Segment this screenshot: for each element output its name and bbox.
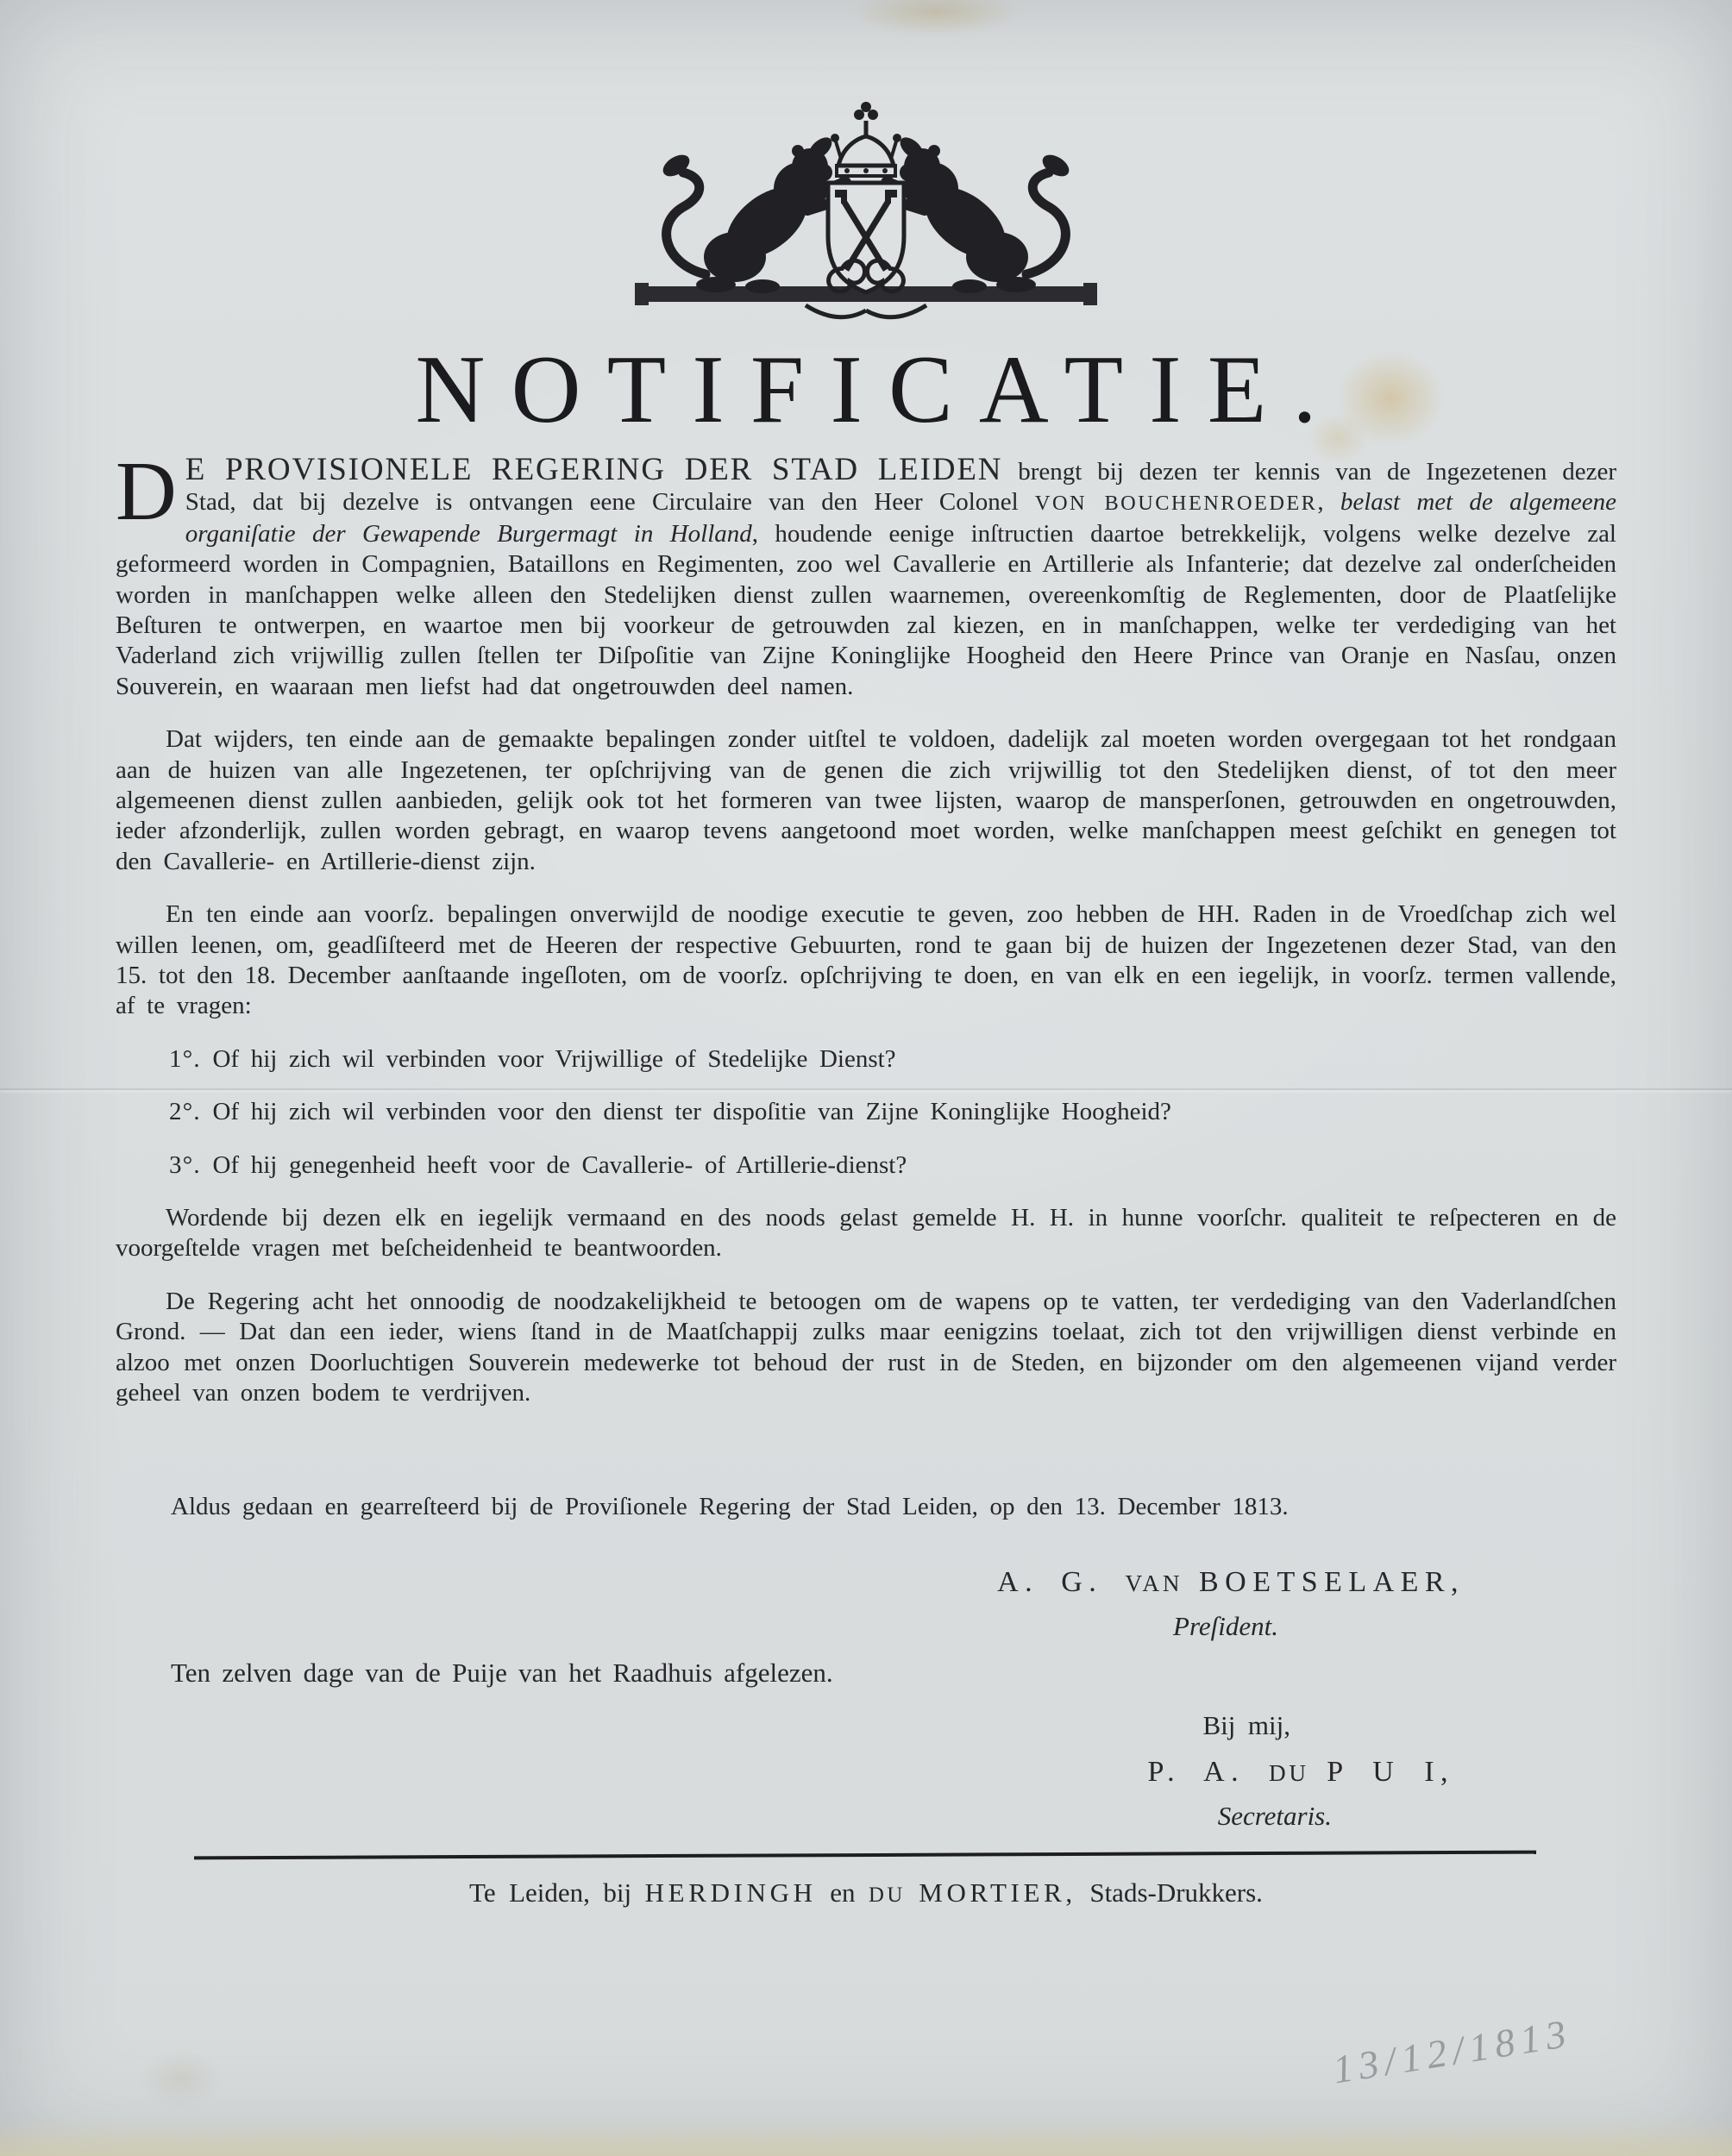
paper-crease bbox=[0, 1088, 1732, 1090]
paragraph-appeal: De Regering acht het onnoodig de noodzakelijkheid te betoogen om de wapens op te vatten, ter verdediging van den Vaderlandſchen Grond. — Dat dan een ieder, wiens ſtand in de Maatſchappij zulks maar eenigzins toelaat, zich tot den vrijwilligen dienst verbinde en alzoo met onzen Doorluchtigen Souverein medewerke tot behoud der rust in de Steden, en bijzonder om den algemeenen vijand verder geheel van onzen bodem te verdrijven. bbox=[116, 1287, 1616, 1407]
item-text: Of hij zich wil verbinden voor den dienst ter dispoſitie van Zijne Koninglijke Hoogheid? bbox=[212, 1098, 1171, 1126]
handwritten-date-annotation: 13/12/1813 bbox=[1329, 2010, 1575, 2092]
text-segment bbox=[906, 1877, 919, 1908]
secretary-signature bbox=[116, 1757, 1616, 1789]
paragraph-opening bbox=[116, 444, 1617, 702]
text-segment: VON BOUCHENROEDER bbox=[1034, 492, 1318, 516]
text-segment: Stads-Drukkers. bbox=[1076, 1877, 1263, 1908]
item-text: Of hij genegenheid heeft voor de Cavallerie- of Artillerie-dienst? bbox=[212, 1150, 907, 1179]
paragraph-admonition: Wordende bij dezen elk en iegelijk vermaand en des noods gelast gemelde H. H. in hunne voorſchr. qualiteit te reſpecteren en de voorgeſtelde vragen met beſcheidenheid te beantwoorden. bbox=[116, 1204, 1616, 1263]
proclamation-note: Ten zelven dage van de Puije van het Raadhuis afgelezen. bbox=[171, 1657, 833, 1688]
text-segment: E PROVISIONELE REGERING DER STAD LEIDEN bbox=[185, 451, 1003, 487]
bij-mij-line: Bij mij, bbox=[1202, 1710, 1290, 1741]
text-segment: en bbox=[816, 1877, 869, 1908]
secretary-title: Secretaris. bbox=[1217, 1800, 1332, 1831]
colophon-rule bbox=[194, 1851, 1536, 1860]
paper-deckle-edge bbox=[0, 2118, 1732, 2156]
item-ordinal: 1°. bbox=[169, 1044, 201, 1073]
text-segment: MORTIER, bbox=[919, 1877, 1076, 1908]
text-segment bbox=[1183, 1566, 1199, 1598]
text-segment: brengt bij dezen ter kennis van de Ingezetenen dezer Stad, dat bij dezelve is ontvangen eene Circulaire van den Heer Colonel bbox=[185, 457, 1617, 517]
text-segment: , bbox=[1317, 488, 1340, 517]
paragraph-closing: Aldus gedaan en gearreſteerd bij de Proviſionele Regering der Stad Leiden, op den 13. December 1813. bbox=[171, 1492, 1289, 1520]
paragraph-execution: En ten einde aan voorſz. bepalingen onverwijld de noodige executie te geven, zoo hebben de HH. Raden in de Vroedſchap zich wel willen leenen, om, geadſiſteerd met de Heeren der respective Gebuurten, rond te gaan bij de huizen der Ingezetenen dezer Stad, van den 15. tot den 18. December aanſtaande ingeſloten, om de voorſz. opſchrijving te doen, en van elk en een iegelijk, in voorſz. termen vallende, af te vragen: bbox=[116, 900, 1616, 1020]
document-title: NOTIFICATIE. bbox=[415, 336, 1343, 443]
question-item-1 bbox=[116, 1044, 1616, 1075]
text-segment: Te Leiden, bij bbox=[469, 1877, 645, 1908]
text-segment: VAN bbox=[1125, 1570, 1183, 1596]
text-segment: belast met de algemeene organiſatie der Gewapende Burgermagt in Holland bbox=[185, 488, 1616, 548]
leiden-coat-of-arms bbox=[633, 100, 1099, 324]
item-text: Of hij zich wil verbinden voor Vrijwillige of Stedelijke Dienst? bbox=[212, 1044, 896, 1073]
text-segment bbox=[1309, 1756, 1327, 1788]
item-ordinal: 2°. bbox=[169, 1098, 201, 1126]
president-title: Preſident. bbox=[1173, 1611, 1278, 1642]
body-column bbox=[116, 444, 1617, 1911]
paragraph-enrollment: Dat wijders, ten einde aan de gemaakte bepalingen zonder uitſtel te voldoen, dadelijk zal moeten worden overgegaan tot het rondgaan aan de huizen van alle Ingezetenen, ter opſchrijving van de genen die zich vrijwillig tot den Stedelijken dienst, of tot den meer algemeenen dienst zullen aanbieden, gelijk ook tot het formeren van twee lijsten, waarop de mansperſonen, getrouwden en ongetrouwden, ieder afzonderlijk, zullen worden gebragt, en waarop tevens aangetoond moet worden, welke manſchappen meest geſchikt en genegen tot den Cavallerie- en Artillerie-dienst zijn. bbox=[116, 725, 1616, 875]
question-item-2 bbox=[116, 1097, 1616, 1127]
text-segment: A. G. bbox=[997, 1565, 1126, 1598]
president-signature bbox=[116, 1567, 1616, 1599]
text-segment: P. A. bbox=[1147, 1755, 1269, 1788]
text-segment: , houdende eenige inſtructien daartoe betrekkelijk, volgens welke dezelve zal geformeerd worden in Compagnien, Bataillons en Regimenten, zoo wel Cavallerie en Artillerie als Infanterie; dat dezelve zal onderſcheiden worden in manſchappen welke alleen den Stedelijken dienst zullen waarnemen, overeenkomſtig de Reglementen, door de Plaatſelijke Beſturen te ontwerpen, en waartoe men bij voorkeur de getrouwden zal kiezen, en in manſchappen, welke ter verdediging van het Vaderland zich vrijwillig zullen ſtellen ter Diſpoſitie van Zijne Koninglijke Hoogheid den Heere Prince van Oranje en Nasſau, onzen Souverein, en waaraan men liefst had dat ongetrouwden deel namen. bbox=[116, 519, 1616, 700]
printer-colophon bbox=[116, 1877, 1616, 1910]
text-segment: HERDINGH bbox=[644, 1877, 817, 1908]
text-segment: BOETSELAER, bbox=[1199, 1565, 1465, 1598]
question-item-3 bbox=[116, 1150, 1616, 1181]
text-segment: DU bbox=[868, 1883, 906, 1908]
item-ordinal: 3°. bbox=[169, 1150, 201, 1179]
text-segment: D bbox=[116, 444, 177, 538]
text-segment: P U I, bbox=[1327, 1755, 1454, 1788]
text-segment: DU bbox=[1268, 1759, 1309, 1786]
